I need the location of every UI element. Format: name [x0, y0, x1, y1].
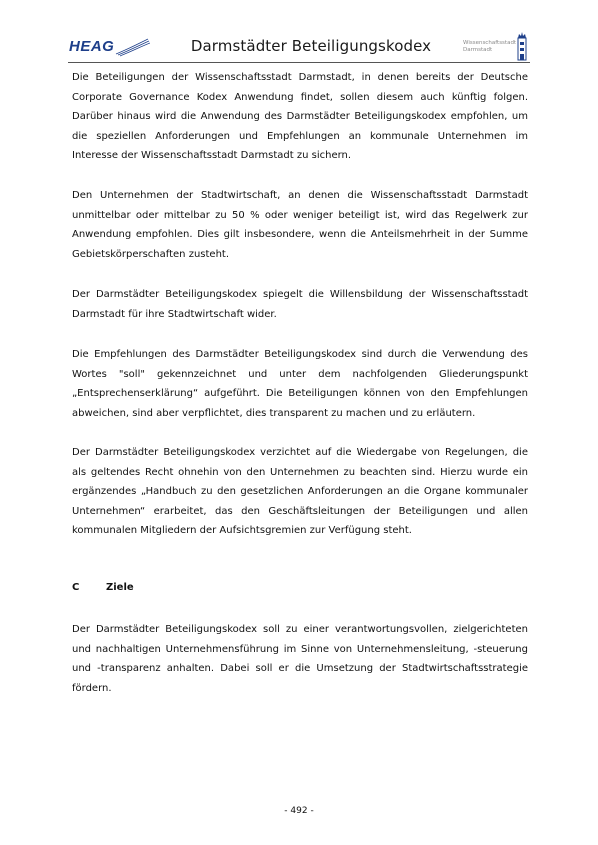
- heag-logo-text: HEAG: [69, 38, 115, 55]
- wedding-tower-icon: [514, 30, 530, 62]
- section-paragraph: Der Darmstädter Beteiligungskodex soll zu einer verantwortungsvollen, zielgerichteten und nachhaltigen Unternehmensführung im Sinne von Unternehmensleitung, -steuerung und -transparenz anhalten. Dabei soll er die Umsetzung der Stadtwirtschaftsstrategie fördern.: [72, 624, 528, 694]
- page-header: [68, 30, 530, 64]
- page-number: - 492 -: [284, 806, 314, 816]
- city-logo-line1: Wissenschaftsstadt: [463, 40, 517, 46]
- city-logo-line2: Darmstadt: [463, 47, 493, 53]
- heag-logo: [68, 36, 150, 58]
- section-title: Ziele: [106, 582, 134, 593]
- paragraph-2: Den Unternehmen der Stadtwirtschaft, an denen die Wissenschaftsstadt Darmstadt unmittelbar oder mittelbar zu 50 % oder weniger beteiligt ist, wird das Regelwerk zur Anwendung empfohlen. Dies gilt insbesondere, wenn die Anteilsmehrheit in der Summe Gebietskörperschaften zusteht.: [72, 190, 528, 260]
- page-header-title: Darmstädter Beteiligungskodex: [190, 37, 432, 55]
- section-heading: [72, 582, 134, 593]
- paragraph-4: Die Empfehlungen des Darmstädter Beteiligungskodex sind durch die Verwendung des Wortes "soll" gekennzeichnet und unter dem nachfolgenden Gliederungspunkt „Entsprechenserklärung“ aufgeführt. Die Beteiligungen können von den Empfehlungen abweichen, sind aber verpflichtet, dies transparent zu machen und zu erläutern.: [72, 349, 528, 419]
- paragraph-1: Die Beteiligungen der Wissenschaftsstadt Darmstadt, in denen bereits der Deutsche Corporate Governance Kodex Anwendung findet, sollen diesem auch künftig folgen. Darüber hinaus wird die Anwendung des Darmstädter Beteiligungskodex empfohlen, um die speziellen Anforderungen und Empfehlungen an kommunale Unternehmen im Interesse der Wissenschaftsstadt Darmstadt zu sichern.: [72, 72, 528, 162]
- paragraph-3: Der Darmstädter Beteiligungskodex spiegelt die Willensbildung der Wissenschaftsstadt Darmstadt für ihre Stadtwirtschaft wider.: [72, 289, 528, 320]
- paragraph-5: Der Darmstädter Beteiligungskodex verzichtet auf die Wiedergabe von Regelungen, die als geltendes Recht ohnehin von den Unternehmen zu beachten sind. Hierzu wurde ein ergänzendes „Handbuch zu den gesetzlichen Anforderungen an die Organe kommunaler Unternehmen“ erarbeitet, das den Geschäftsleitungen der Beteiligungen und allen kommunalen Mitgliedern der Aufsichtsgremien zur Verfügung steht.: [72, 447, 528, 537]
- section-number: C: [72, 582, 80, 593]
- header-rule: [68, 62, 530, 63]
